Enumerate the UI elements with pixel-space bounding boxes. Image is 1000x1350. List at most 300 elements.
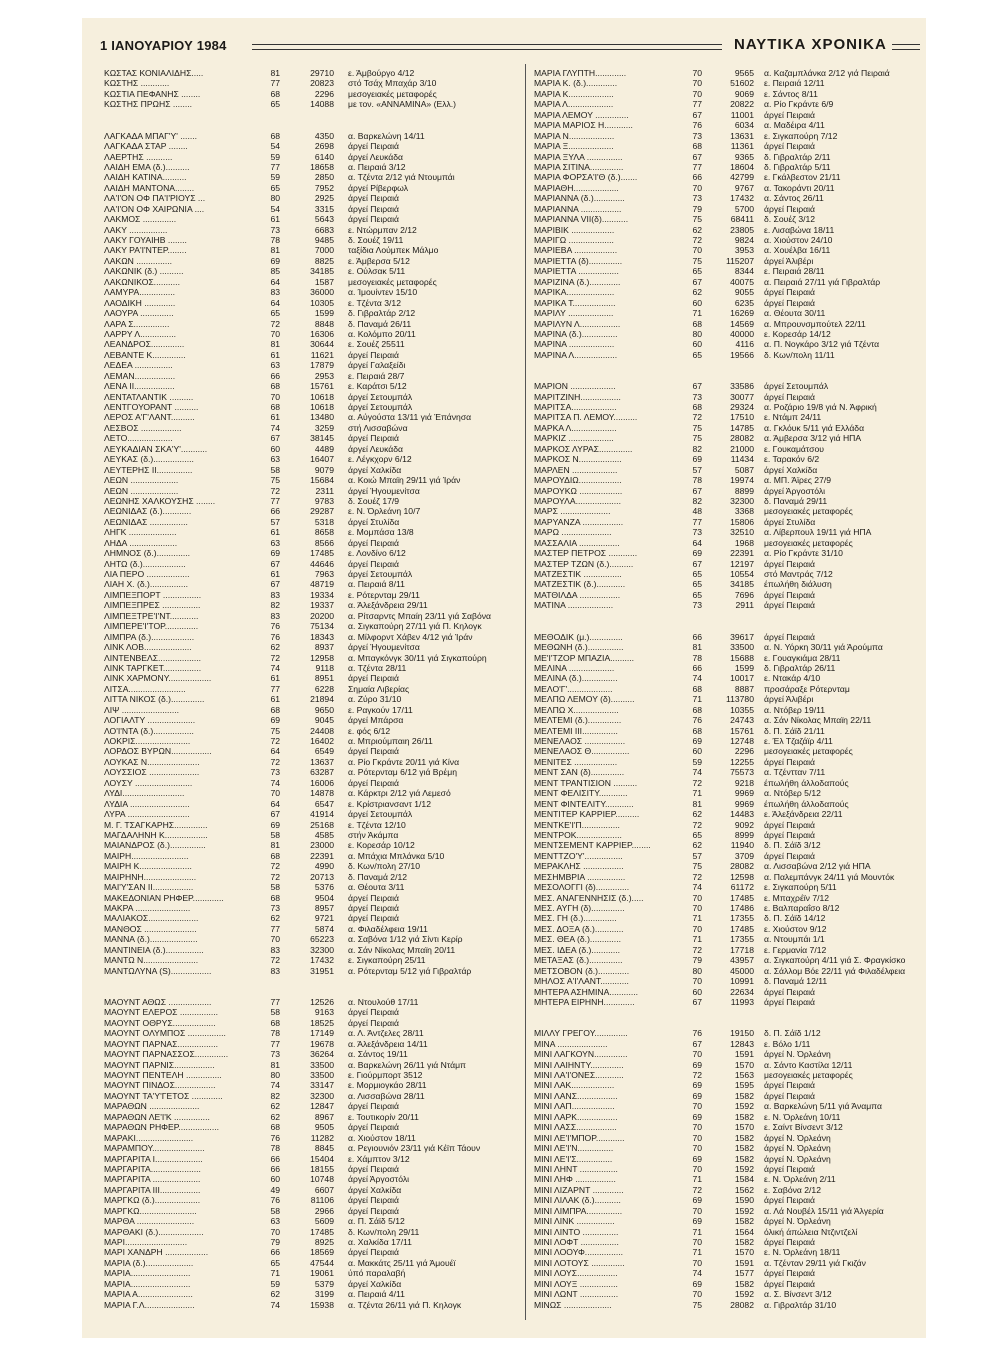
ship-position: άργεί Πειραιά	[348, 1101, 399, 1112]
ship-name: ΜΕΛΠΩ ΛΕΜΟΥ (δ)..........	[534, 694, 635, 705]
ship-year: 68	[270, 1122, 280, 1133]
ship-year: 74	[270, 1299, 280, 1310]
ship-year: 72	[270, 652, 280, 663]
ship-position: δ. Γιβραλτάρ 2/11	[764, 151, 831, 162]
ship-entry	[104, 715, 520, 725]
ship-name: ΜΑΟΥΝΤ ΠΙΝΔΟΣ.................	[104, 1080, 216, 1091]
ship-position: άργεί Πειραιά	[348, 1163, 399, 1174]
ship-tonnage: 10017	[730, 673, 754, 684]
ship-name: ΛΙΜΠΕΞΠΟΡΤ ................	[104, 589, 202, 600]
ship-tonnage: 33586	[730, 381, 754, 392]
ship-entry	[534, 684, 924, 694]
ship-tonnage: 17432	[730, 193, 754, 204]
ship-name: ΜΑΡΙΤΣΑ...................	[534, 402, 617, 412]
ship-position: ε. Σάντος 8/11	[764, 88, 818, 99]
ship-tonnage: 15684	[310, 475, 334, 486]
ship-entry	[104, 1195, 520, 1205]
ship-name: ΜΑΤΖΕΣΤΙΚ ................	[534, 569, 622, 579]
ship-tonnage: 5087	[734, 464, 754, 475]
ship-year: 73	[692, 391, 702, 402]
ship-year: 82	[270, 600, 280, 611]
ship-tonnage: 17355	[730, 934, 754, 945]
ship-tonnage: 1584	[734, 1174, 754, 1185]
ship-entry	[534, 694, 924, 704]
ship-tonnage: 15688	[730, 652, 754, 663]
ship-position: α. Γκλόυκ 5/11 γιά Ελλάδα	[764, 422, 865, 433]
ship-year: 75	[692, 433, 702, 444]
ship-name: ΛΑΙΔΗ ΚΑΤΙΝΑ..........	[104, 172, 187, 183]
ship-tonnage: 7696	[734, 589, 754, 600]
ship-entry	[104, 757, 520, 767]
ship-year: 57	[692, 464, 702, 475]
ship-tonnage: 2311	[315, 485, 334, 496]
ship-tonnage: 75573	[730, 767, 754, 778]
ship-position: προσάραξε Ρότερνταμ	[764, 683, 850, 694]
ship-name: ΛΗΜΝΟΣ (δ.)..............	[104, 548, 191, 559]
ship-name: ΛΕΤΟ...................	[104, 433, 173, 444]
ship-name: ΛΕΥΚΑΣ (δ.).................	[104, 454, 194, 465]
ship-tonnage: 17718	[730, 944, 754, 955]
ship-tonnage: 18658	[310, 161, 334, 172]
ship-name: ΜΑΤΘΙΛΔΑ .................	[534, 589, 621, 600]
ship-entry	[534, 1247, 924, 1257]
ship-name: ΛΑΙΔΗ ΜΑΝΤΟΝΑ........	[104, 182, 195, 193]
ship-year: 77	[270, 683, 280, 694]
ship-tonnage: 21894	[310, 694, 334, 705]
ship-entry	[104, 339, 520, 349]
ship-position: έπωλήθη διάλυση	[764, 579, 832, 590]
ship-year: 63	[270, 454, 280, 465]
ship-tonnage: 20713	[310, 871, 334, 882]
ship-year: 67	[692, 996, 702, 1007]
ship-year: 65	[692, 569, 702, 579]
section-spacer	[534, 611, 924, 621]
ship-name: ΜΙΝΙ ΛΑΝΣ.................	[534, 1090, 618, 1101]
section-spacer	[534, 621, 924, 631]
ship-entry	[104, 569, 520, 579]
ship-tonnage: 24743	[730, 715, 754, 726]
ship-tonnage: 1591	[734, 1049, 754, 1060]
ship-year: 64	[270, 276, 280, 287]
ship-name: ΜΕΤΑΞΑΣ (δ.)..............	[534, 955, 623, 966]
ship-tonnage: 10991	[730, 976, 754, 987]
ship-name: ΛΙΑΗ Χ. (δ.)................	[104, 579, 189, 590]
ship-tonnage: 18569	[310, 1247, 334, 1258]
ship-position: α. Βαρκελώνη 5/11 γιά Άναμπα	[764, 1101, 882, 1112]
ship-position: άργεί Πειραιά	[764, 558, 815, 569]
ship-position: ε. Άμβερσα 5/12	[348, 255, 410, 266]
ship-name: ΛΙΝΚ ΤΑΡΓΚΕΤ................	[104, 662, 202, 673]
ship-tonnage: 32510	[730, 527, 754, 538]
ship-year: 74	[270, 662, 280, 673]
ship-tonnage: 44646	[310, 558, 334, 569]
ship-position: α. Ίμουίντεν 15/10	[348, 287, 418, 298]
ship-position: α. Τζέντα 26/11 γιά Π. Κηλογκ	[348, 1299, 462, 1310]
ship-entry	[104, 840, 520, 850]
ship-position: άργεί Σετουμπάλ	[348, 402, 413, 412]
ship-position: α. Χουέλβα 16/11	[764, 245, 831, 256]
ship-year: 76	[692, 715, 702, 726]
ship-name: ΜΙΝΙ ΛΙΜΠΡΑ...............	[534, 1205, 623, 1216]
ship-year: 68	[692, 683, 702, 694]
ship-position: α. Παλεμπάνγκ 24/11 γιά Μουντόκ	[764, 871, 895, 882]
ship-name: ΛΑΚΥ ΡΑ'Ι'ΝΤΕΡ........	[104, 245, 187, 256]
ship-tonnage: 9824	[734, 235, 754, 245]
ship-name: ΜΑΡΘΑΚΙ (δ.)...................	[104, 1226, 204, 1237]
ship-year: 83	[270, 610, 280, 621]
ship-year: 62	[692, 287, 702, 298]
ship-position: άργεί Ν. Όρλεάνη	[764, 1216, 831, 1227]
ship-position: α. Τακοράντι 20/11	[764, 182, 835, 193]
ship-name: ΛΑΡΑ Σ...............	[104, 318, 170, 329]
ship-tonnage: 9079	[314, 464, 334, 475]
ship-name: ΜΑΡΑΘΩΝ ΛΕ'Ι'Κ ...............	[104, 1111, 210, 1122]
ship-tonnage: 1595	[734, 1080, 754, 1091]
ship-year: 70	[270, 391, 280, 402]
ship-entry	[104, 872, 520, 882]
ship-entry	[534, 642, 924, 652]
ship-name: ΜΑΡΙΑ ΜΑΡΙΟΣ Η............	[534, 120, 633, 131]
ship-tonnage: 20823	[310, 78, 334, 89]
ship-name: ΜΑΟΥΝΤ ΠΑΡΝΑΣΣΟΣ..............	[104, 1049, 229, 1060]
section-spacer	[104, 976, 520, 986]
ship-year: 70	[692, 1049, 702, 1060]
ship-name: ΜΑΡΑΜΠΟΥ......................	[104, 1143, 205, 1154]
ship-year: 74	[270, 777, 280, 788]
ship-year: 62	[270, 1111, 280, 1122]
ship-year: 69	[692, 1216, 702, 1227]
ship-entry	[104, 1258, 520, 1268]
ship-tonnage: 8848	[314, 318, 334, 329]
ship-name: ΚΩΣΤΑΣ ΚΟΝΙΑΛΙΔΗΣ.....	[104, 68, 204, 78]
ship-position: δ. Σουέζ 19/11	[348, 235, 404, 245]
ship-entry	[104, 799, 520, 809]
ship-tonnage: 14878	[310, 788, 334, 799]
ship-year: 70	[692, 923, 702, 934]
ship-year: 73	[692, 600, 702, 611]
ship-tonnage: 10355	[730, 704, 754, 715]
ship-entry	[534, 830, 924, 840]
ship-name: ΜΕΣΗΜΒΡΙΑ ................	[534, 871, 626, 882]
ship-year: 68	[692, 402, 702, 412]
ship-name: ΛΥΡΑ ..........................	[104, 809, 190, 820]
issue-date: 1 ΙΑΝΟΥΑΡΙΟΥ 1984	[100, 38, 227, 53]
ship-year: 70	[692, 976, 702, 987]
ship-name: ΜΑΡΑΘΩΝ ΡΗΦΕΡ.................	[104, 1122, 219, 1133]
ship-position: ε. Ν. Όρλεάνη 2/11	[764, 1174, 836, 1185]
ship-entry	[534, 653, 924, 663]
ship-position: ε. Σουέζ 25511	[348, 339, 405, 350]
ship-year: 72	[270, 485, 280, 496]
ship-position: ύπό παραλαβή	[348, 1268, 406, 1279]
ship-entry	[104, 673, 520, 683]
ship-position: μεσογειακές μεταφορές	[764, 537, 853, 548]
ship-position: άργεί Άλιβέρι	[764, 694, 814, 705]
ship-year: 66	[270, 1153, 280, 1164]
ship-name: ΜΕΝΤ ΦΕΛΙΣΙΤΥ............	[534, 788, 628, 799]
ship-name: ΜΑΡΙΑ Α.......................	[104, 1289, 193, 1300]
ship-entry	[534, 893, 924, 903]
ship-entry	[104, 830, 520, 840]
ship-entry	[534, 99, 924, 109]
ship-name: ΜΙΝΑ .....................	[534, 1038, 608, 1049]
ship-entry	[534, 1049, 924, 1059]
ship-entry	[104, 600, 520, 610]
ship-position: ε. Τουτικορίν 20/11	[348, 1111, 419, 1122]
ship-tonnage: 5379	[314, 1278, 334, 1289]
ship-entry	[534, 861, 924, 871]
ship-entry	[534, 1289, 924, 1299]
ship-name: ΜΑΡΙΑ Ξ...................	[534, 141, 614, 152]
ship-year: 78	[692, 475, 702, 486]
ship-year: 70	[270, 1226, 280, 1237]
ship-name: ΜΑΡΙΑ Κ...................	[534, 88, 614, 99]
ship-position: α. Κοιώ Μπαϊη 29/11 γιά Ίράν	[348, 475, 461, 486]
ship-year: 85	[270, 266, 280, 277]
ship-name: ΜΑΡΙΝΑ (δ.)...............	[534, 328, 618, 339]
ship-position: άργεί Πειραιά	[764, 391, 815, 402]
ship-tonnage: 12843	[730, 1038, 754, 1049]
ship-position: α. Άλεξάνδρεια 29/11	[348, 600, 428, 611]
ship-tonnage: 12958	[310, 652, 334, 663]
ship-position: άργεί Πειραιά	[348, 433, 399, 444]
ship-entry	[104, 924, 520, 934]
ship-tonnage: 21000	[730, 443, 754, 454]
ship-position: α. Ρότερνταμ 5/12 γιά Γιβραλτάρ	[348, 965, 472, 976]
ship-entry	[104, 214, 520, 224]
ship-tonnage: 17879	[310, 360, 334, 371]
ship-year: 70	[692, 1257, 702, 1268]
ship-position: ε. Βαλπαραΐσο 8/12	[764, 903, 840, 913]
ship-name: ΜΑΙΡΗΝΗ......................	[104, 871, 197, 882]
ship-position: α. Ρίτσαρντς Μπαίη 23/11 γιά Σαβόνα	[348, 610, 492, 621]
ship-position: άργεί Σετουμπάλ	[348, 809, 413, 820]
ship-name: ΜΑΝΤΙΝΕΙΑ (δ.)................	[104, 944, 204, 955]
ship-name: ΜΑΡΙΚΑ Τ..................	[534, 297, 616, 308]
ship-year: 72	[692, 871, 702, 882]
ship-tonnage: 1582	[734, 1237, 754, 1247]
ship-tonnage: 41914	[310, 809, 334, 820]
ship-entry	[534, 1174, 924, 1184]
ship-position: άργεί Σετουμπάλ	[348, 569, 413, 579]
ship-entry	[104, 736, 520, 746]
ship-entry	[104, 767, 520, 777]
ship-entry	[104, 1028, 520, 1038]
ship-tonnage: 18604	[730, 161, 754, 172]
ship-name: ΜΑΝΤΩΛΥΝΑ (S).................	[104, 965, 212, 976]
ship-tonnage: 28082	[730, 861, 754, 872]
ship-year: 54	[270, 203, 280, 214]
ship-entry	[534, 882, 924, 892]
ship-name: ΛΑ'Ι'ΟΝ ΟΦ ΠΑ'Ι'ΡΙΟΥΣ ...	[104, 193, 206, 204]
ship-entry	[104, 1018, 520, 1028]
ship-tonnage: 29710	[310, 68, 334, 78]
ship-year: 73	[692, 527, 702, 538]
ship-name: ΜΕΝΤΤΖΟ'Υ'................	[534, 850, 623, 861]
ship-tonnage: 9163	[314, 1007, 334, 1018]
ship-year: 73	[270, 767, 280, 778]
ship-tonnage: 13480	[310, 412, 334, 423]
ship-year: 73	[270, 224, 280, 235]
ship-tonnage: 19061	[310, 1268, 334, 1279]
ship-entry	[534, 527, 924, 537]
ship-name: ΜΑΡΙΚΑ....................	[534, 287, 615, 298]
ship-year: 71	[692, 913, 702, 924]
ship-tonnage: 11993	[730, 996, 754, 1007]
ship-entry	[104, 1101, 520, 1111]
ship-year: 70	[692, 1205, 702, 1216]
ship-entry	[104, 496, 520, 506]
ship-tonnage: 17485	[310, 1226, 334, 1237]
right-column	[534, 68, 924, 1310]
section-spacer	[534, 360, 924, 370]
ship-year: 71	[692, 1247, 702, 1258]
ship-year: 70	[692, 245, 702, 256]
ship-entry	[104, 1247, 520, 1257]
ship-position: δ. Κων/πολη 29/11	[348, 1226, 420, 1237]
ship-entry	[534, 673, 924, 683]
ship-name: ΛΕΝΤΑΤΛΑΝΤΙΚ ..........	[104, 391, 194, 402]
ship-tonnage: 17355	[730, 913, 754, 924]
ship-year: 69	[692, 548, 702, 559]
ship-year: 58	[270, 829, 280, 840]
ship-position: α. Ζύρο 31/10	[348, 694, 402, 705]
ship-year: 68	[692, 141, 702, 152]
ship-name: ΛΙΤΣΑ........................	[104, 683, 186, 694]
ship-year: 75	[692, 255, 702, 266]
ship-entry	[534, 1279, 924, 1289]
ship-name: ΛΙΨ ........................	[104, 704, 179, 715]
ship-name: ΜΑΡΙΑ Λ...................	[534, 99, 614, 110]
ship-entry	[534, 266, 924, 276]
ship-year: 69	[692, 1278, 702, 1289]
ship-entry	[104, 1007, 520, 1017]
ship-tonnage: 8658	[314, 527, 334, 538]
ship-year: 74	[270, 422, 280, 433]
ship-name: ΜΑΙΑΝΔΡΟΣ (δ.)...............	[104, 840, 206, 851]
ship-position: α. Άλεξάνδρεια 14/11	[348, 1038, 428, 1049]
ship-name: ΜΙΝΙ ΛΟΤΟΥΣ ..............	[534, 1257, 625, 1268]
ship-tonnage: 9721	[314, 913, 334, 924]
ship-year: 59	[270, 172, 280, 183]
ship-name: ΜΕΣ. ΙΔΕΑ (δ.)............	[534, 944, 621, 955]
ship-name: ΜΑΡΙΑΘΗ...................	[534, 182, 619, 193]
ship-year: 65	[270, 182, 280, 193]
ship-name: ΜΑΡΙΑ Γ.Λ.....................	[104, 1299, 195, 1310]
ship-year: 83	[270, 589, 280, 600]
ship-position: α. Ρίο Γκράντε 6/9	[764, 99, 834, 110]
ship-year: 69	[270, 819, 280, 830]
ship-year: 65	[270, 99, 280, 110]
ship-year: 77	[270, 78, 280, 89]
ship-tonnage: 9485	[314, 235, 334, 245]
ship-year: 75	[692, 422, 702, 433]
ship-entry	[104, 1049, 520, 1059]
ship-entry	[104, 1080, 520, 1090]
ship-position: δ. Παναμά 2/12	[348, 871, 408, 882]
ship-name: ΛΙΝΚ ΧΑΡΜΟΝΥ..................	[104, 673, 212, 684]
ship-tonnage: 9045	[314, 715, 334, 726]
ship-position: ε. Λισαβώνα 18/11	[764, 224, 835, 235]
ship-position: α. ΜΠ. Άϊρες 27/9	[764, 475, 832, 486]
ship-tonnage: 8887	[734, 683, 754, 694]
ship-entry	[104, 329, 520, 339]
ship-entry	[104, 653, 520, 663]
ship-position: α. Χιούστον 24/10	[764, 235, 833, 245]
ship-year: 49	[270, 1184, 280, 1195]
ship-name: ΜΕΣΟΛΟΓΓΙ (δ)..............	[534, 882, 630, 893]
ship-position: α. Πειραιά 8/11	[348, 579, 405, 590]
ship-name: ΜΑΝΤΩ Ν.......................	[104, 955, 199, 966]
ship-name: ΜΑΡΚΙΖ ...................	[534, 433, 614, 444]
ship-tonnage: 5609	[314, 1216, 334, 1227]
ship-entry	[534, 486, 924, 496]
ship-tonnage: 1582	[734, 1111, 754, 1122]
ship-tonnage: 1590	[734, 1195, 754, 1206]
ship-entry	[534, 256, 924, 266]
ship-year: 67	[270, 809, 280, 820]
ship-name: ΛΑ'Ι'ΟΝ ΟΦ ΧΑΙΡΩΝΙΑ ....	[104, 203, 205, 214]
ship-entry	[534, 778, 924, 788]
ship-tonnage: 18525	[310, 1017, 334, 1028]
ship-year: 71	[270, 1268, 280, 1279]
ship-entry	[104, 131, 520, 141]
ship-year: 67	[692, 485, 702, 496]
ship-name: ΜΑΝΘΟΣ ......................	[104, 923, 197, 934]
ship-name: ΛΟΥΣΣΙΟΣ .....................	[104, 767, 200, 778]
ship-entry	[534, 1143, 924, 1153]
ship-name: ΜΑΡΓΑΡΙΤΑ Ι....................	[104, 1153, 203, 1164]
ship-tonnage: 7952	[314, 182, 334, 193]
ship-year: 72	[692, 819, 702, 830]
ship-position: α. Γιβραλτάρ 31/10	[764, 1299, 837, 1310]
ship-entry	[534, 475, 924, 485]
ship-entry	[534, 1080, 924, 1090]
ship-position: άργεί Χαλκίδα	[348, 464, 402, 475]
ship-year: 73	[692, 130, 702, 141]
ship-tonnage: 28082	[730, 1299, 754, 1310]
ship-entry	[104, 1133, 520, 1143]
ship-position: άργεί Πειραιά	[764, 109, 815, 120]
ship-tonnage: 16269	[730, 308, 754, 319]
ship-name: ΚΩΣΤΗΣ ΠΡΩΗΣ ........	[104, 99, 192, 110]
ship-entry	[104, 579, 520, 589]
ship-name: ΜΑΟΥΝΤ ΑΘΩΣ ..................	[104, 996, 212, 1007]
ship-tonnage: 9118	[315, 662, 334, 673]
ship-position: δ. Παναμά 26/11	[348, 318, 412, 329]
ship-year: 48	[692, 506, 702, 517]
ship-year: 63	[270, 360, 280, 371]
ship-position: α. Αύγούστα 13/11 γιά Έπάνησα	[348, 412, 472, 423]
ship-entry	[534, 1070, 924, 1080]
ship-entry	[534, 235, 924, 245]
ship-name: ΜΕΝΤΣΕΜΕΝΤ ΚΑΡΡΙΕΡ........	[534, 840, 651, 851]
ship-position: ε. Χάμπτον 3/12	[348, 1153, 410, 1164]
ship-entry	[534, 193, 924, 203]
ship-entry	[534, 872, 924, 882]
ship-entry	[104, 1206, 520, 1216]
ship-entry	[104, 851, 520, 861]
ship-name: ΛΥΔΙΑ .........................	[104, 798, 190, 809]
ship-position: άργεί Πειραιά	[348, 214, 399, 225]
ship-name: ΜΑΡΙΕΤΤΑ (δ)..............	[534, 255, 623, 266]
ship-position: έπωλήθη άλλοδαπούς	[764, 798, 849, 809]
ship-position: α. Χαλκίδα 17/11	[348, 1237, 412, 1247]
ship-entry	[534, 319, 924, 329]
ship-year: 67	[692, 1038, 702, 1049]
ship-name: ΜΑΡΓΚΩ........................	[104, 1205, 197, 1216]
ship-position: μεσογειακές μεταφορές	[764, 506, 853, 517]
